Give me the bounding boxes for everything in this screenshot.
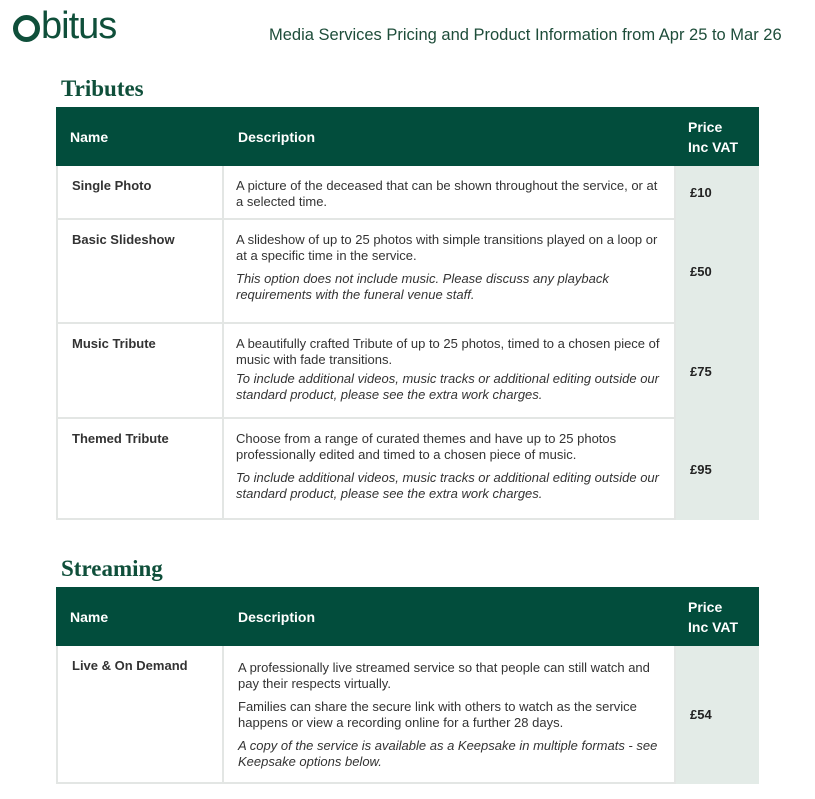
description-text: A beautifully crafted Tribute of up to 25 photos, timed to a chosen piece of music with fade transitions. bbox=[236, 336, 660, 367]
document-title: Media Services Pricing and Product Information from Apr 25 to Mar 26 bbox=[269, 26, 782, 44]
obitus-logo bbox=[13, 5, 116, 48]
logo-text-tail: bitus bbox=[41, 5, 117, 47]
column-header-price bbox=[674, 587, 759, 646]
product-name: Single Photo bbox=[56, 166, 224, 220]
product-name: Live & On Demand bbox=[56, 646, 224, 784]
product-price: £95 bbox=[674, 419, 759, 520]
description-text: A picture of the deceased that can be shown throughout the service, or at a selected time. bbox=[236, 178, 658, 209]
price-header-line1: Price bbox=[688, 118, 723, 135]
description-note: To include additional videos, music tracks or additional editing outside our standard product, please see the extra work charges. bbox=[236, 371, 659, 402]
product-description bbox=[224, 324, 674, 419]
product-name: Basic Slideshow bbox=[56, 220, 224, 324]
streaming-heading: Streaming bbox=[61, 556, 163, 581]
product-description bbox=[224, 220, 674, 324]
column-header-description: Description bbox=[224, 107, 674, 166]
tributes-heading: Tributes bbox=[61, 76, 144, 101]
description-text: A professionally live streamed service so that people can still watch and pay their respects virtually. bbox=[238, 660, 650, 691]
price-header-line1: Price bbox=[688, 598, 723, 615]
column-header-price bbox=[674, 107, 759, 166]
table-row bbox=[56, 646, 759, 784]
price-header-line2: Inc VAT bbox=[688, 618, 739, 635]
description-text: A slideshow of up to 25 photos with simple transitions played on a loop or at a specific time in the service. bbox=[236, 232, 658, 263]
product-name: Themed Tribute bbox=[56, 419, 224, 520]
product-price: £50 bbox=[674, 220, 759, 324]
logo-o-mark bbox=[13, 15, 40, 42]
table-row bbox=[56, 324, 759, 419]
description-note: A copy of the service is available as a Keepsake in multiple formats - see Keepsake options below. bbox=[238, 738, 658, 769]
column-header-name: Name bbox=[56, 107, 224, 166]
product-price: £75 bbox=[674, 324, 759, 419]
column-header-description: Description bbox=[224, 587, 674, 646]
streaming-table bbox=[56, 587, 759, 784]
product-description bbox=[224, 646, 674, 784]
tributes-table bbox=[56, 107, 759, 520]
table-row bbox=[56, 419, 759, 520]
description-text-2: Families can share the secure link with others to watch as the service happens or view a recording online for a further 28 days. bbox=[238, 699, 637, 730]
product-price: £10 bbox=[674, 166, 759, 220]
product-description bbox=[224, 419, 674, 520]
table-row bbox=[56, 166, 759, 220]
description-note: This option does not include music. Please discuss any playback requirements with the funeral venue staff. bbox=[236, 271, 609, 302]
column-header-name: Name bbox=[56, 587, 224, 646]
product-price: £54 bbox=[674, 646, 759, 784]
description-note: To include additional videos, music tracks or additional editing outside our standard product, please see the extra work charges. bbox=[236, 470, 659, 501]
table-row bbox=[56, 220, 759, 324]
product-name: Music Tribute bbox=[56, 324, 224, 419]
price-header-line2: Inc VAT bbox=[688, 138, 739, 155]
streaming-header-row bbox=[56, 587, 759, 646]
tributes-header-row bbox=[56, 107, 759, 166]
product-description bbox=[224, 166, 674, 220]
description-text: Choose from a range of curated themes and have up to 25 photos professionally edited and timed to a chosen piece of music. bbox=[236, 431, 617, 462]
